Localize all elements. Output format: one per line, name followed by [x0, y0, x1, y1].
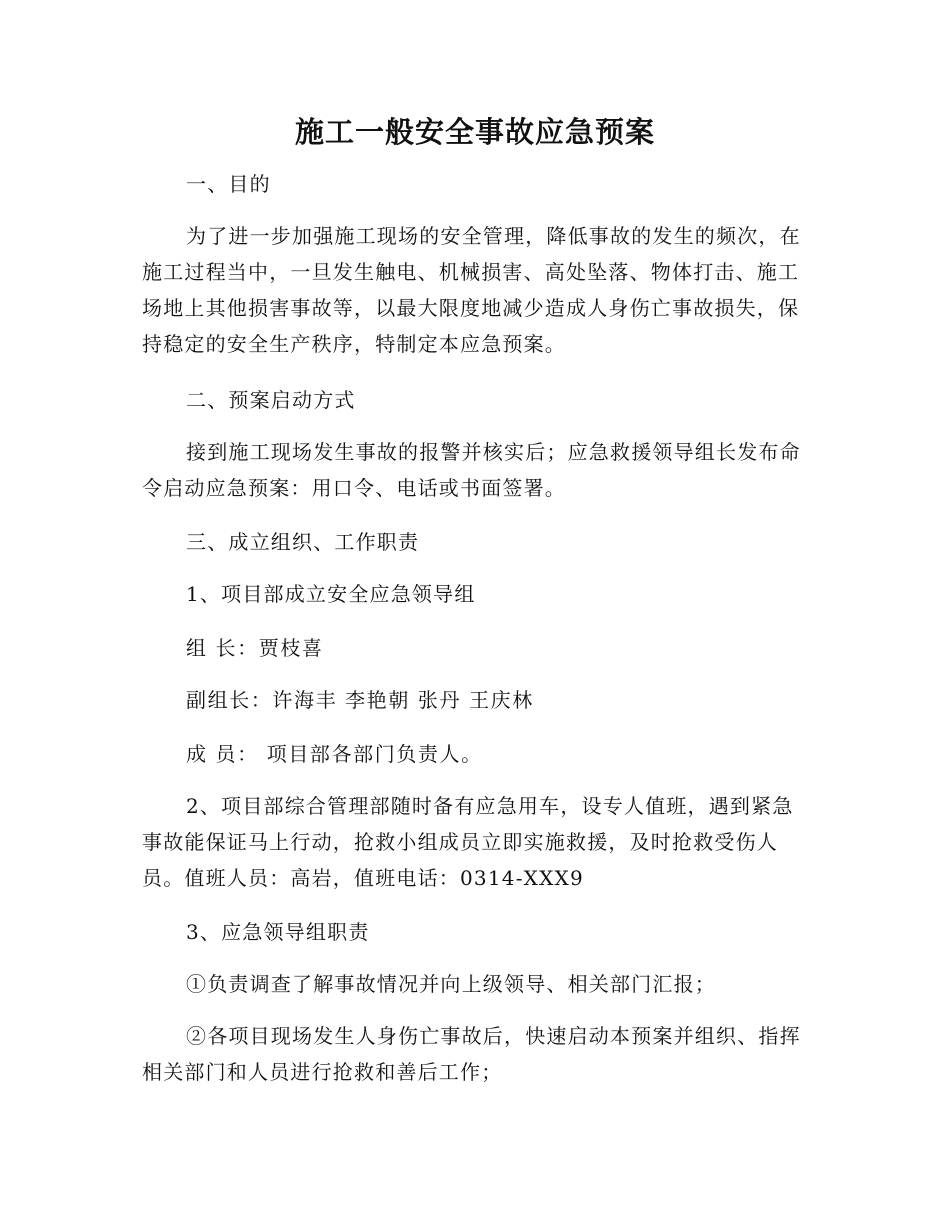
document-title: 施工一般安全事故应急预案 — [294, 115, 655, 149]
deputy-leader-line: 副组长：许海丰 李艳朝 张丹 王庆林 — [186, 688, 534, 712]
section-heading-activation: 二、预案启动方式 — [186, 388, 356, 412]
paragraph-duty-vehicle: 2、项目部综合管理部随时备有应急用车，设专人值班，遇到紧急事故能保证马上行动，抢救小组成员立即实施救援，及时抢救受伤人员。值班人员：高岩，值班电话：0314-XXX9 — [142, 794, 794, 890]
paragraph-activation: 接到施工现场发生事故的报警并核实后；应急救援领导组长发布命令启动应急预案：用口令、电话或书面签署。 — [142, 440, 801, 500]
duty-item-2: ②各项目现场发生人身伤亡事故后，快速启动本预案并组织、指挥相关部门和人员进行抢救和善后工作； — [142, 1024, 801, 1084]
section-heading-organization: 三、成立组织、工作职责 — [186, 530, 420, 554]
group-leader-line: 组 长：贾枝喜 — [186, 636, 324, 660]
paragraph-purpose: 为了进一步加强施工现场的安全管理，降低事故的发生的频次，在施工过程当中，一旦发生触电、机械损害、高处坠落、物体打击、施工场地上其他损害事故等，以最大限度地减少造成人身伤亡事故损失，保持稳定的安全生产秩序，特制定本应急预案。 — [142, 224, 801, 356]
section-heading-purpose: 一、目的 — [186, 172, 271, 196]
item-leadership-group: 1、项目部成立安全应急领导组 — [186, 582, 476, 606]
members-line: 成 员： 项目部各部门负责人。 — [186, 742, 483, 766]
duty-item-1: ①负责调查了解事故情况并向上级领导、相关部门汇报； — [186, 972, 716, 996]
item-leadership-duties: 3、应急领导组职责 — [186, 920, 370, 944]
